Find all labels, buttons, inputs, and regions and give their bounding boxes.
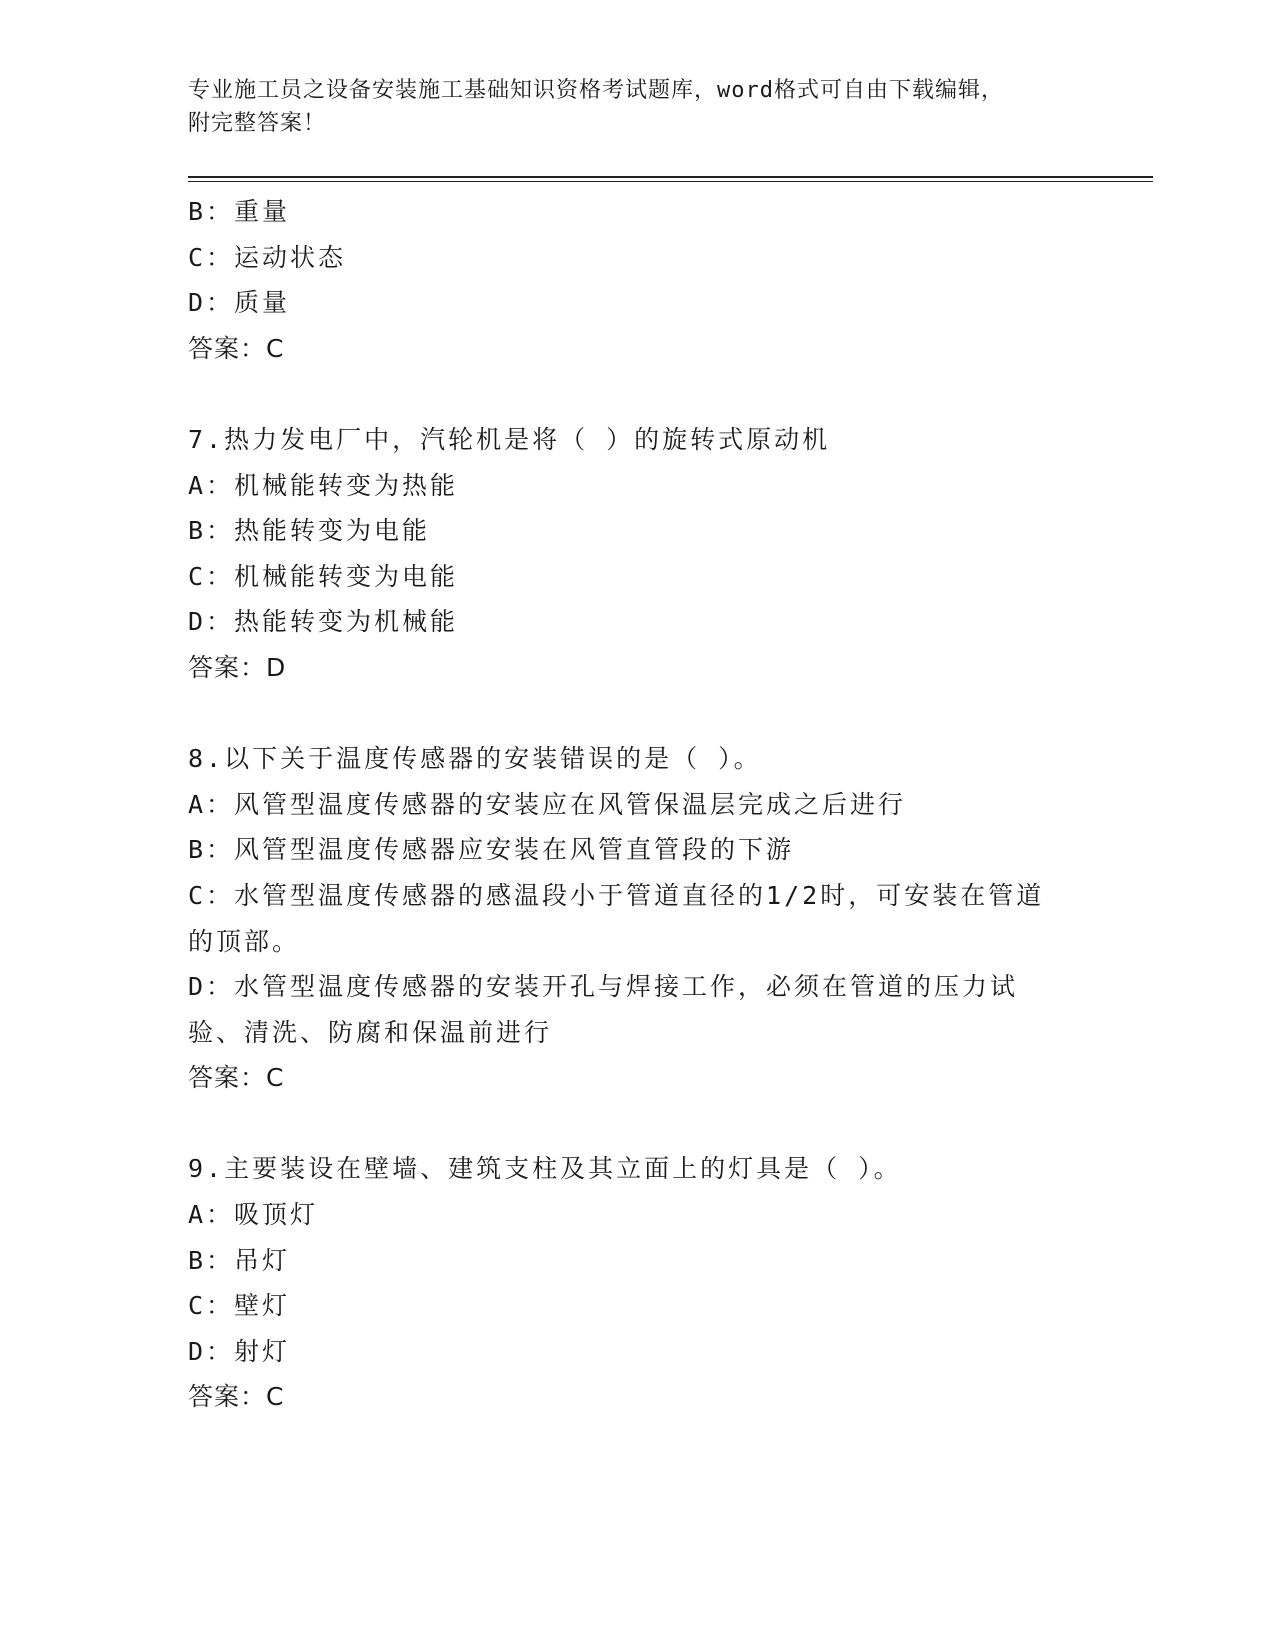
answer-line: 答案：C [188,1382,285,1412]
answer-line: 答案：C [188,1063,285,1093]
option-c: C：壁灯 [188,1291,291,1321]
question-6-tail [188,189,1068,371]
answer-line: 答案：D [188,652,287,682]
option-a: A：风管型温度传感器的安装应在风管保温层完成之后进行 [188,789,907,819]
header-rule-thin [188,181,1153,182]
question-8 [188,736,1068,1101]
question-7 [188,417,1068,691]
option-a: A：机械能转变为热能 [188,470,459,500]
question-list [188,189,1068,1420]
header-rule-thick [188,176,1153,178]
option-c: C：机械能转变为电能 [188,561,459,591]
option-b: B：重量 [188,197,291,226]
option-d: D：水管型温度传感器的安装开孔与焊接工作，必须在管道的压力试验、清洗、防腐和保温前进行 [188,972,1019,1047]
option-a: A：吸顶灯 [188,1200,319,1230]
answer-line: 答案：C [188,333,285,363]
option-b: B：吊灯 [188,1245,291,1275]
option-b: B：热能转变为电能 [188,516,431,546]
option-d: D：质量 [188,288,291,318]
header-title-line-2: 附完整答案！ [188,111,327,136]
page-header [188,74,1088,140]
option-c: C：水管型温度传感器的感温段小于管道直径的1/2时，可安装在管道的顶部。 [188,880,1045,956]
spacer [188,691,1068,737]
question-9 [188,1146,1068,1420]
spacer [188,1101,1068,1147]
option-d: D：热能转变为机械能 [188,607,459,637]
option-c: C：运动状态 [188,242,347,272]
question-text: 7.热力发电厂中，汽轮机是将（ ）的旋转式原动机 [188,424,831,454]
question-text: 8.以下关于温度传感器的安装错误的是（ ）。 [188,744,762,774]
header-title-line-1: 专业施工员之设备安装施工基础知识资格考试题库，word格式可自由下载编辑， [188,78,1004,103]
option-d: D：射灯 [188,1336,291,1366]
spacer [188,371,1068,417]
question-text: 9.主要装设在壁墙、建筑支柱及其立面上的灯具是（ ）。 [188,1154,902,1184]
option-b: B：风管型温度传感器应安装在风管直管段的下游 [188,835,795,865]
